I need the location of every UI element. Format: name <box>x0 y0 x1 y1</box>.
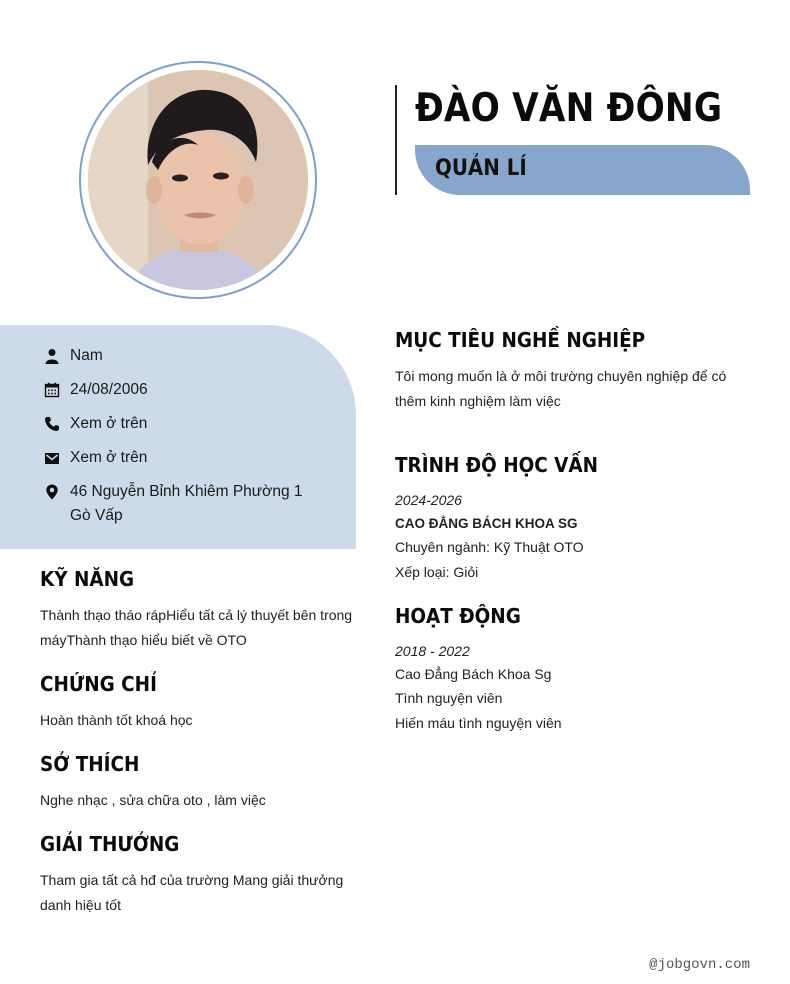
phone-value: Xem ở trên <box>70 415 148 432</box>
contact-phone <box>40 412 147 436</box>
birthdate-value: 24/08/2006 <box>70 381 148 398</box>
gender-value: Nam <box>70 347 103 364</box>
education-grade: Xếp loại: Giỏi <box>395 564 479 580</box>
objective-line1: Tôi mong muốn là ở môi trường chuyên nghiệp để có <box>395 368 727 384</box>
hobbies-title: SỞ THÍCH <box>40 752 140 776</box>
contact-birthdate <box>40 378 148 402</box>
skills-line2: máyThành thạo hiểu biết về OTO <box>40 632 247 648</box>
activities-role: Tình nguyện viên <box>395 690 503 706</box>
education-title: TRÌNH ĐỘ HỌC VẤN <box>395 453 599 477</box>
awards-line1: Tham gia tất cả hđ của trường Mang giải thưởng <box>40 872 344 888</box>
calendar-icon <box>40 378 70 402</box>
job-title: QUẢN LÍ <box>435 156 527 181</box>
profile-photo-icon <box>88 70 308 290</box>
watermark: @jobgovn.com <box>649 957 750 973</box>
certificates-line1: Hoàn thành tốt khoá học <box>40 712 193 728</box>
contact-gender <box>40 344 103 368</box>
activities-desc: Hiến máu tình nguyện viên <box>395 715 562 731</box>
hobbies-line1: Nghe nhạc , sửa chữa oto , làm việc <box>40 792 266 808</box>
contact-address <box>40 480 303 528</box>
candidate-name: ĐÀO VĂN ĐÔNG <box>415 86 723 131</box>
job-title-banner <box>415 145 750 195</box>
location-pin-icon <box>40 480 70 504</box>
awards-title: GIẢI THƯỞNG <box>40 832 180 856</box>
education-school: CAO ĐẲNG BÁCH KHOA SG <box>395 516 578 531</box>
person-icon <box>40 344 70 368</box>
certificates-title: CHỨNG CHỈ <box>40 672 157 696</box>
address-line1: 46 Nguyễn Bỉnh Khiêm Phường 1 <box>70 483 303 500</box>
phone-icon <box>40 412 70 436</box>
objective-title: MỤC TIÊU NGHỀ NGHIỆP <box>395 328 646 352</box>
contact-email <box>40 446 147 470</box>
education-major: Chuyên ngành: Kỹ Thuật OTO <box>395 539 584 555</box>
mail-icon <box>40 446 70 470</box>
email-value: Xem ở trên <box>70 449 148 466</box>
avatar <box>88 70 308 290</box>
header-divider <box>395 85 397 195</box>
skills-line1: Thành thạo tháo rápHiểu tất cả lý thuyết bên trong <box>40 607 353 623</box>
education-period: 2024-2026 <box>395 492 462 508</box>
skills-title: KỸ NĂNG <box>40 567 135 591</box>
objective-line2: thêm kinh nghiệm làm việc <box>395 393 561 409</box>
address-line2: Gò Vấp <box>70 507 123 524</box>
activities-title: HOẠT ĐỘNG <box>395 604 521 628</box>
activities-org: Cao Đẳng Bách Khoa Sg <box>395 666 552 682</box>
activities-period: 2018 - 2022 <box>395 643 470 659</box>
awards-line2: danh hiệu tốt <box>40 897 121 913</box>
